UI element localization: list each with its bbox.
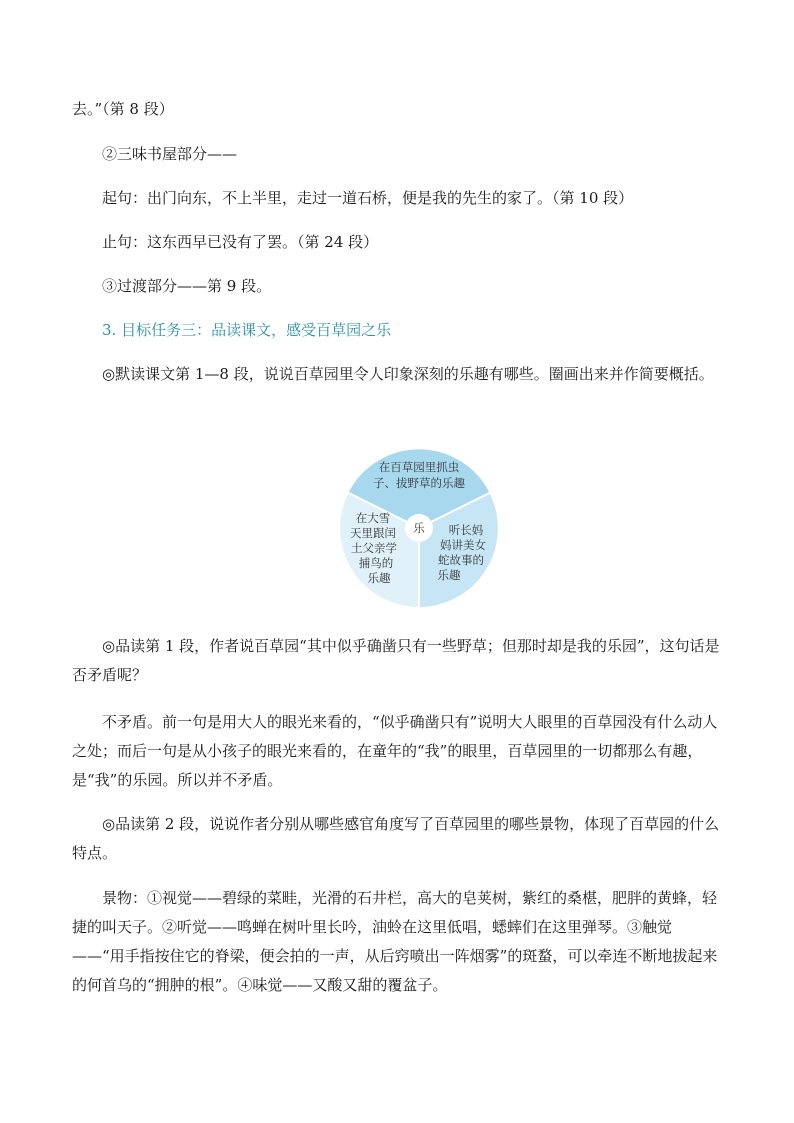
paragraph-quote-end: 去。”（第 8 段） — [72, 100, 174, 118]
pie-left-line-2: 天里跟闰 — [350, 526, 396, 540]
pie-top-line-1: 在百草园里抓虫 — [378, 460, 460, 474]
pie-left-line-1: 在大雪 — [355, 511, 391, 525]
pie-right-line-1: 听长妈 — [448, 523, 484, 537]
pie-left-line-4: 捕鸟的 — [358, 556, 394, 570]
pie-right-line-3: 蛇故事的 — [438, 553, 484, 567]
joy-pie-diagram — [339, 446, 499, 610]
answer-not-contradictory: 不矛盾。前一句是用大人的眼光来看的，“似乎确凿只有”说明大人眼里的百草园没有什么动人之处；而后一句是从小孩子的眼光来看的，在童年的“我”的眼里，百草园里的一切都那么有趣，是“我”的乐园。所以并不矛盾。 — [72, 713, 718, 789]
question-paragraph-1: ◎品读第 1 段，作者说百草园“其中似乎确凿只有一些野草；但那时却是我的乐园”，这句话是否矛盾呢？ — [72, 637, 720, 684]
pie-right-line-4: 乐趣 — [437, 568, 461, 582]
answer-senses-scenery: 景物：①视觉——碧绿的菜畦，光滑的石井栏，高大的皂荚树，紫红的桑椹，肥胖的黄蜂，轻捷的叫天子。②听觉——鸣蝉在树叶里长吟，油蛉在这里低唱，蟋蟀们在这里弹琴。③触觉——“用手指按住它的脊梁，便会拍的一声，从后窍喷出一阵烟雾”的斑蝥，可以牵连不断地拔起来的何首乌的“拥肿的根”。④味觉——又酸又甜的覆盆子。 — [72, 889, 718, 994]
pie-center-label: 乐 — [413, 521, 425, 535]
paragraph-end-sentence: 止句：这东西早已没有了罢。（第 24 段） — [102, 233, 379, 251]
pie-left-line-3: 土父亲学 — [351, 541, 397, 555]
question-paragraph-2: ◎品读第 2 段，说说作者分别从哪些感官角度写了百草园里的哪些景物，体现了百草园的什么特点。 — [72, 815, 720, 862]
paragraph-start-sentence: 起句：出门向东，不上半里，走过一道石桥，便是我的先生的家了。（第 10 段） — [102, 189, 634, 207]
pie-top-line-2: 子、拔野草的乐趣 — [373, 476, 465, 490]
question-read-1-8: ◎默读课文第 1—8 段，说说百草园里令人印象深刻的乐趣有哪些。圈画出来并作简要概括。 — [102, 365, 714, 383]
pie-right-line-2: 妈讲美女 — [440, 538, 486, 552]
paragraph-sanwei-part: ②三味书屋部分—— — [102, 145, 238, 163]
pie-left-line-5: 乐趣 — [367, 571, 391, 585]
paragraph-transition-part: ③过渡部分——第 9 段。 — [102, 277, 272, 295]
section-heading-task3: 3. 目标任务三：品读课文，感受百草园之乐 — [102, 321, 392, 339]
